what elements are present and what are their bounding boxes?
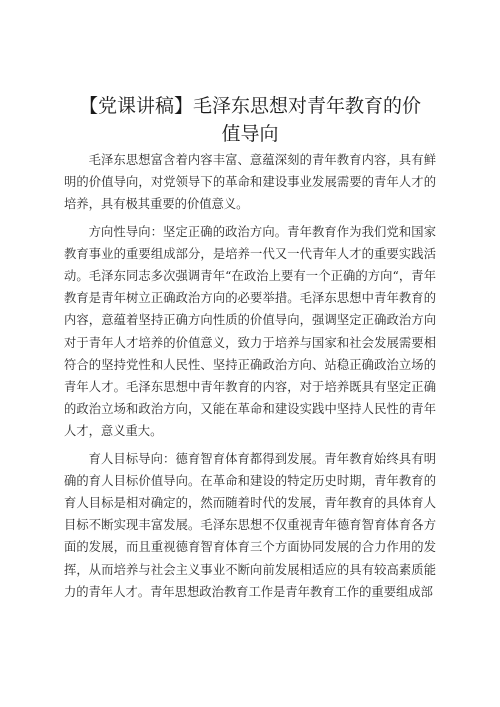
paragraph-education-goal: 育人目标导向：德育智育体育都得到发展。青年教育始终具有明确的育人目标价值导向。在革命和建设的特定历史时期，青年教育的育人目标是相对确定的，然而随着时代的发展，青年教育的具体育人目标不断实现丰富发展。毛泽东思想不仅重视青年德育智育体育各方面的发展，而且重视德育智育体育三个方面协同发展的合力作用的发挥，从而培养与社会主义事业不断向前发展相适应的具有较高素质能力的青年人才。青年思想政治教育工作是青年教育工作的重要组成部 (64, 451, 436, 599)
paragraph-political-direction: 方向性导向：坚定正确的政治方向。青年教育作为我们党和国家教育事业的重要组成部分，是培养一代又一代青年人才的重要实践活动。毛泽东同志多次强调青年“在政治上要有一个正确的方向“，青年教育是青年树立正确政治方向的必要举措。毛泽东思想中青年教育的内容，意蕴着坚持正确方向性质的价值导向，强调坚定正确政治方向对于青年人才培养的价值意义，致力于培养与国家和社会发展需要相符合的坚持党性和人民性、坚持正确政治方向、站稳正确政治立场的青年人才。毛泽东思想中青年教育的内容，对于培养既具有坚定正确的政治立场和政治方向，又能在革命和建设实践中坚持人民性的青年人才，意义重大。 (64, 224, 436, 439)
paragraph-intro: 毛泽东思想富含着内容丰富、意蕴深刻的青年教育内容，具有鲜明的价值导向，对党领导下的革命和建设事业发展需要的青年人才的培养，具有极其重要的价值意义。 (64, 153, 436, 212)
document-title: 【党课讲稿】毛泽东思想对青年教育的价值导向 (78, 95, 421, 145)
document-body (64, 149, 436, 608)
